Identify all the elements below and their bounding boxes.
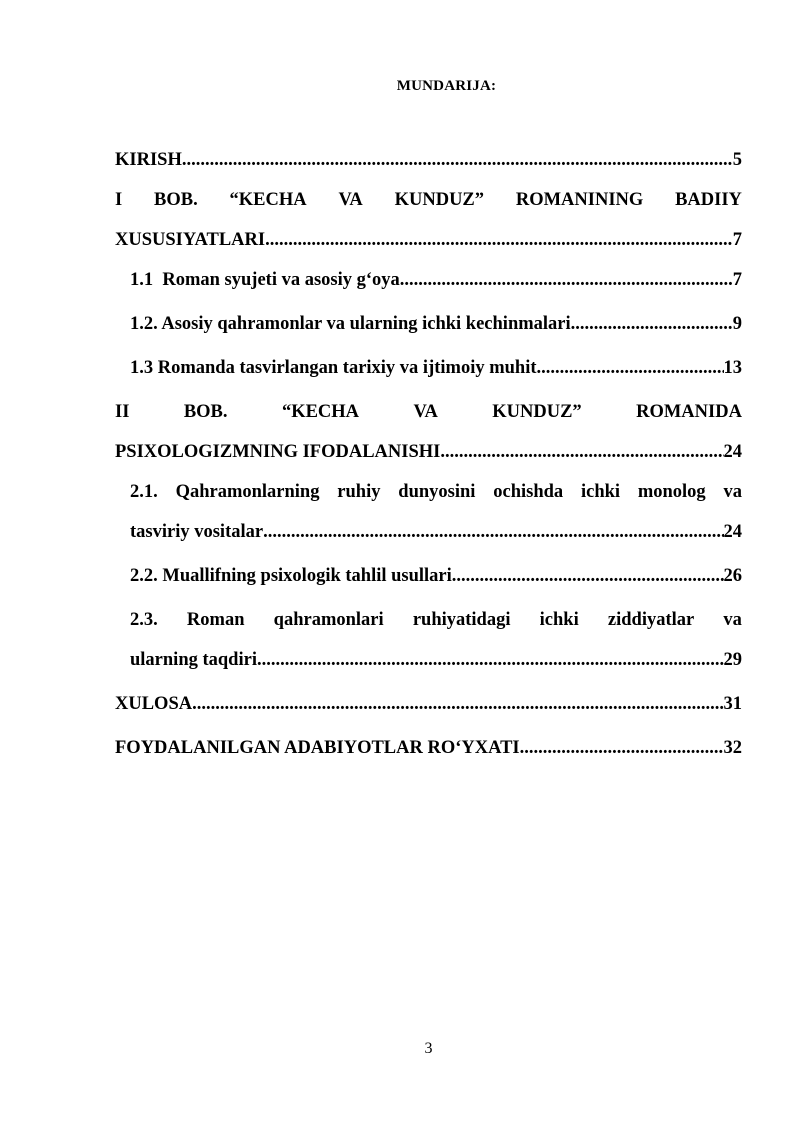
toc-entry-section-2-1[interactable] — [115, 472, 742, 552]
title-word: KUNDUZ” — [394, 190, 485, 210]
title-word: “KECHA — [229, 190, 307, 210]
toc-entry-title-line-2: ularning taqdiri — [130, 650, 257, 670]
toc-page-number: 7 — [732, 230, 742, 250]
toc-page-number: 13 — [723, 358, 742, 378]
toc-entry-chapter-1[interactable] — [115, 180, 742, 260]
title-word: ruhiyatidagi — [412, 610, 511, 630]
title-word: BOB. — [183, 402, 228, 422]
toc-entry-title: XULOSA — [115, 694, 193, 714]
dot-leader — [452, 556, 724, 596]
dot-leader — [520, 728, 724, 768]
toc-page-number: 29 — [723, 650, 742, 670]
title-word: BADIIY — [675, 190, 742, 210]
toc-entry-title: 1.3 Romanda tasvirlangan tarixiy va ijtimoiy muhit — [130, 358, 537, 378]
title-word: Roman — [186, 610, 245, 630]
title-word: va — [723, 610, 742, 630]
title-word: BOB. — [154, 190, 198, 210]
toc-entry-title-line-2: PSIXOLOGIZMNING IFODALANISHI — [115, 442, 441, 462]
toc-entry-title: FOYDALANILGAN ADABIYOTLAR RO‘YXATI — [115, 738, 520, 758]
toc-entry-references[interactable] — [115, 728, 742, 768]
page-number: 3 — [424, 1040, 433, 1057]
toc-entry-title-line-1 — [130, 600, 742, 640]
toc-page-number: 7 — [732, 270, 742, 290]
dot-leader — [257, 640, 724, 680]
toc-page-number: 26 — [723, 566, 742, 586]
dot-leader — [192, 684, 723, 724]
toc-entry-title-line-2: XUSUSIYATLARI — [115, 230, 266, 250]
toc-entry-title: 2.2. Muallifning psixologik tahlil usullari — [130, 566, 452, 586]
title-word: ichki — [539, 610, 579, 630]
toc-entry-section-1-2[interactable] — [115, 304, 742, 344]
toc-entry-title-line-2: tasviriy vositalar — [130, 522, 264, 542]
dot-leader — [440, 432, 723, 472]
title-word: qahramonlari — [273, 610, 384, 630]
dot-leader — [571, 304, 733, 344]
title-word: VA — [338, 190, 363, 210]
toc-entry-chapter-2[interactable] — [115, 392, 742, 472]
dot-leader — [400, 260, 733, 300]
toc-page-number: 24 — [723, 522, 742, 542]
title-word: VA — [413, 402, 438, 422]
dot-leader — [182, 140, 733, 180]
toc-page-number: 9 — [732, 314, 742, 334]
toc-entry-section-2-3[interactable] — [115, 600, 742, 680]
title-word: ROMANINING — [515, 190, 644, 210]
title-word: I — [115, 190, 123, 210]
title-word: ROMANIDA — [636, 402, 742, 422]
toc-entry-xulosa[interactable] — [115, 684, 742, 724]
toc-entry-section-1-3[interactable] — [115, 348, 742, 388]
toc-entry-title: 1.2. Asosiy qahramonlar va ularning ichki kechinmalari — [130, 314, 571, 334]
title-word: 2.3. — [130, 610, 158, 630]
toc-page-number: 5 — [732, 150, 742, 170]
toc-entry-section-1-1[interactable] — [115, 260, 742, 300]
toc-entry-title: KIRISH — [115, 150, 182, 170]
toc-entry-section-2-2[interactable] — [115, 556, 742, 596]
toc-entry-title-line-1 — [115, 180, 742, 220]
title-word: II — [115, 402, 130, 422]
title-word: KUNDUZ” — [492, 402, 582, 422]
table-of-contents — [115, 140, 742, 768]
title-word: ziddiyatlar — [607, 610, 695, 630]
toc-entry-title-line-1: 2.1. Qahramonlarning ruhiy dunyosini ochishda ichki monolog va — [130, 482, 742, 502]
toc-entry-kirish[interactable] — [115, 140, 742, 180]
dot-leader — [263, 512, 723, 552]
toc-entry-title: 1.1 Roman syujeti va asosiy g‘oya — [130, 270, 400, 290]
dot-leader — [537, 348, 724, 388]
title-word: “KECHA — [281, 402, 360, 422]
toc-page-number: 31 — [723, 694, 742, 714]
toc-page-number: 24 — [723, 442, 742, 462]
toc-page-number: 32 — [723, 738, 742, 758]
dot-leader — [265, 220, 733, 260]
toc-entry-title-line-1 — [115, 392, 742, 432]
page-title: MUNDARIJA: — [396, 78, 497, 94]
